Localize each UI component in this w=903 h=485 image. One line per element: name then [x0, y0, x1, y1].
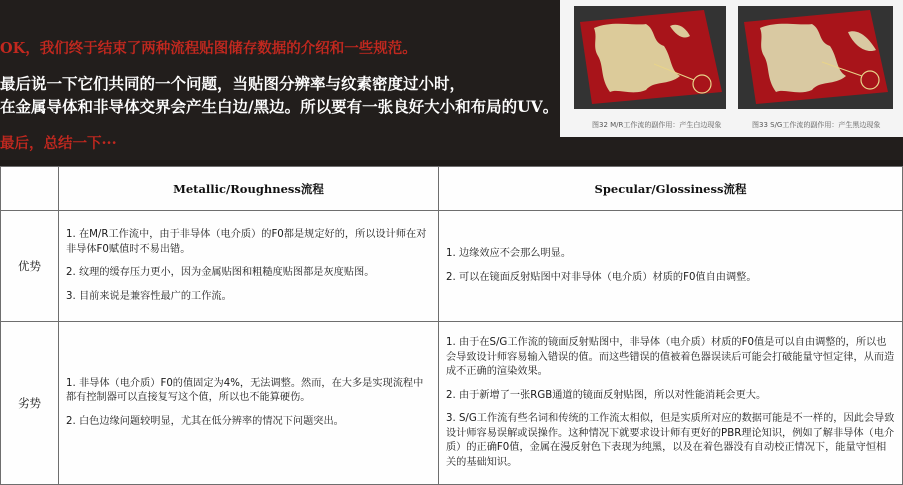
- table-row-advantages: [1, 211, 903, 322]
- black-edge-figure: [738, 6, 893, 109]
- table-row-disadvantages: [1, 322, 903, 485]
- mr-disadvantage-2: 2. 白色边缘问题较明显，尤其在低分辨率的情况下问题突出。: [66, 415, 344, 427]
- mr-advantages-cell: [59, 211, 439, 322]
- sg-disadvantage-2: 2. 由于新增了一张RGB通道的镜面反射贴图，所以对性能消耗会更大。: [446, 389, 767, 401]
- summary-line-red: 最后，总结一下···: [0, 135, 117, 152]
- intro-line-red: OK，我们终于结束了两种流程贴图储存数据的介绍和一些规范。: [0, 40, 417, 57]
- mr-advantage-1: 1. 在M/R工作流中，由于非导体（电介质）的F0都是规定好的，所以设计师在对非导体F0赋值时不易出错。: [66, 229, 427, 255]
- row-label-disadvantages: 劣势: [1, 322, 59, 485]
- workflow-comparison-table: [0, 166, 903, 485]
- sg-advantage-2: 2. 可以在镜面反射贴图中对非导体（电介质）材质的F0值自由调整。: [446, 271, 757, 283]
- figure-panel: [560, 0, 903, 137]
- sg-advantage-1: 1. 边缘效应不会那么明显。: [446, 248, 572, 259]
- mr-advantage-2: 2. 纹理的缓存压力更小，因为金属贴图和粗糙度贴图都是灰度贴图。: [66, 267, 375, 278]
- problem-line-2: 在金属导体和非导体交界会产生白边/黑边。所以要有一张良好大小和布局的UV。: [0, 97, 559, 116]
- header-metallic-roughness: Metallic/Roughness流程: [59, 167, 439, 211]
- sg-advantages-cell: [439, 211, 903, 322]
- mr-advantage-3: 3. 目前来说是兼容性最广的工作流。: [66, 290, 232, 302]
- table-header-row: [1, 167, 903, 211]
- row-label-advantages: 优势: [1, 211, 59, 322]
- mr-disadvantages-cell: [59, 322, 439, 485]
- sg-disadvantage-3: 3. S/G工作流有些名词和传统的工作流太相似，但是实质所对应的数据可能是不一样的，因此会导致设计师容易误解或误操作。这种情况下就要求设计师有更好的PBR理论知识，例如了解非导体（电介质）的正确F0值，金属在漫反射色下表现为纯黑，以及在着色器没有自动校正情况下，能量守恒相关的基础知识。: [446, 413, 895, 468]
- header-empty-cell: [1, 167, 59, 211]
- sg-disadvantage-1: 1. 由于在S/G工作流的镜面反射贴图中，非导体（电介质）材质的F0值是可以自由调整的，所以也会导致设计师容易输入错误的值。而这些错误的值被着色器误读后可能会打破能量守恒定律，从而造成不正确的渲染效果。: [446, 337, 895, 377]
- figure-caption-2: 图33 S/G工作流的副作用：产生黑边现象: [752, 121, 881, 129]
- slide-header-area: [0, 0, 903, 160]
- sg-disadvantages-cell: [439, 322, 903, 485]
- figure-caption-1: 图32 M/R工作流的副作用：产生白边现象: [592, 121, 722, 129]
- header-specular-glossiness: Specular/Glossiness流程: [439, 167, 903, 211]
- problem-line-1: 最后说一下它们共同的一个问题，当贴图分辨率与纹素密度过小时，: [0, 74, 466, 93]
- white-edge-figure: [574, 6, 726, 109]
- mr-disadvantage-1: 1. 非导体（电介质）F0的值固定为4%，无法调整。然而，在大多是实现流程中都有控制器可以直接复写这个值，所以也不能算硬伤。: [66, 377, 424, 404]
